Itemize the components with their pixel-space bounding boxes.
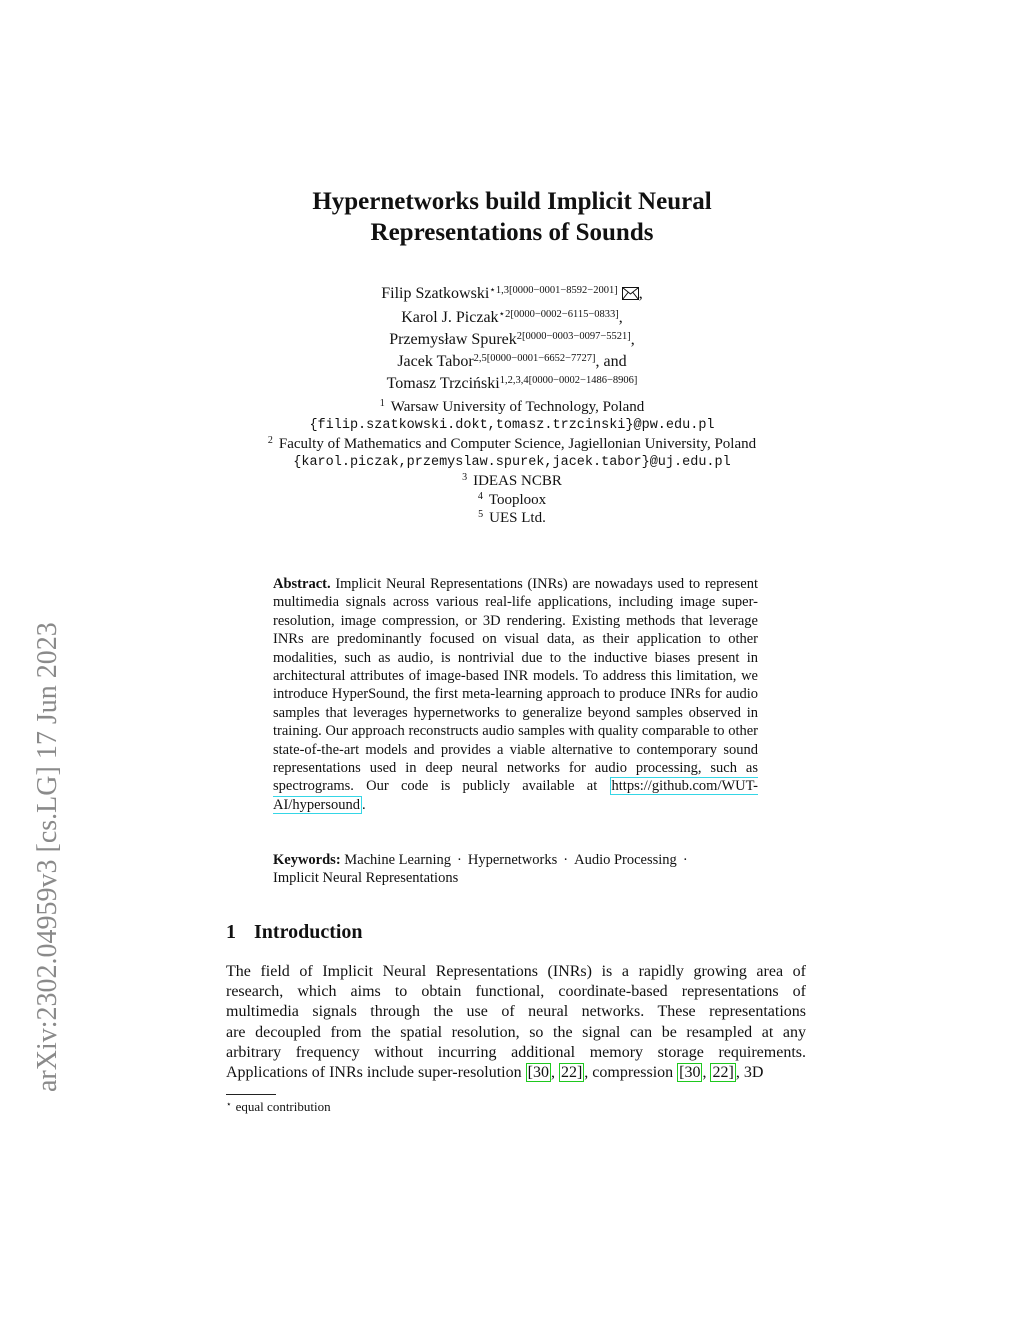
section-heading — [226, 920, 363, 944]
affiliation-name: Faculty of Mathematics and Computer Science, Jagiellonian University, Poland — [278, 436, 757, 452]
citation-number: 30 — [532, 1064, 549, 1082]
affiliation-number: 4 — [477, 490, 483, 502]
author-suffix: , — [638, 285, 643, 302]
author-affil-orcid: ⋆2[0000−0002−6115−0833] — [498, 309, 619, 320]
citation-number: 22 — [560, 1064, 577, 1082]
abstract-text: Implicit Neural Representations (INRs) are nowadays used to represent multimedia signals across various real-life applications, including image super-resolution, image compression, or 3D rendering. Existing methods that leverage INRs are predominantly focused on visual data, as their application to other modalities, such as audio, is nontrivial due to the inductive biases present in architectural attributes of image-based INR models. To address this limitation, we introduce HyperSound, the first meta-learning approach to produce INRs for audio samples that leverages hypernetworks to generalize beyond samples observed in training. Our approach reconstructs audio samples with quality comparable to other state-of-the-art models and provides a viable alternative to contemporary sound representations used in deep neural networks for audio processing, such as spectrograms. Our code is publicly available at — [273, 576, 758, 795]
footnote-text: equal contribution — [235, 1099, 331, 1114]
affiliation-4 — [0, 491, 1024, 510]
author-affil-orcid: 2,5[0000−0001−6652−7727] — [473, 353, 596, 364]
paper-title — [0, 186, 1024, 248]
intro-line: arbitrary frequency without incurring additional memory storage requirements. — [226, 1043, 806, 1061]
intro-line: multimedia signals through the use of neural networks. These representations — [226, 1003, 806, 1021]
intro-line: The field of Implicit Neural Representations (INRs) is a rapidly growing area of — [226, 963, 806, 980]
footnote-mark: ⋆ — [226, 1099, 232, 1109]
arxiv-identifier-stamp: arXiv:2302.04959v3 [cs.LG] 17 Jun 2023 — [32, 622, 63, 1092]
author-1 — [0, 283, 1024, 307]
affiliation-1 — [0, 398, 1024, 417]
keywords-label: Keywords: — [273, 852, 341, 868]
author-name: Karol J. Piczak — [401, 309, 499, 326]
abstract-end: . — [362, 796, 366, 813]
title-line-2: Representations of Sounds — [370, 219, 654, 246]
author-4 — [0, 351, 1024, 373]
affiliation-number: 3 — [462, 472, 468, 483]
author-name: Filip Szatkowski — [381, 285, 490, 302]
citation-link[interactable]: [30 — [679, 1064, 701, 1082]
citation-number: 30 — [684, 1064, 701, 1082]
keyword: Audio Processing — [574, 852, 677, 868]
author-5 — [0, 373, 1024, 395]
keywords — [273, 851, 758, 888]
abstract-label: Abstract. — [273, 576, 331, 592]
title-line-1: Hypernetworks build Implicit Neural — [312, 188, 712, 215]
affiliation-number: 1 — [379, 398, 385, 409]
affiliation-2-email[interactable]: {karol.piczak,przemyslaw.spurek,jacek.tabor}@uj.edu.pl — [293, 454, 731, 470]
keyword-separator: · — [682, 852, 688, 868]
author-affil-orcid: 2[0000−0003−0097−5521] — [516, 331, 631, 342]
affiliation-number: 2 — [267, 435, 273, 446]
intro-text: Applications of INRs include super-resolution — [226, 1064, 526, 1082]
intro-line-with-citations: Applications of INRs include super-resolution [30 , 22] , compression [30 , 22] , 3D — [226, 1064, 764, 1082]
keyword: Hypernetworks — [467, 852, 558, 868]
affiliation-name: Warsaw University of Technology, Poland — [390, 399, 645, 415]
code-repository-link[interactable]: https://github.com/WUT-AI/hypersound — [273, 778, 759, 813]
author-suffix: , and — [595, 353, 627, 370]
intro-line: research, which aims to obtain functional, coordinate-based representations of — [226, 983, 806, 1001]
author-affil-orcid: 1,2,3,4[0000−0002−1486−8906] — [499, 375, 638, 386]
introduction-paragraph — [226, 962, 806, 1083]
keyword-separator: · — [563, 852, 569, 868]
keyword: Implicit Neural Representations — [273, 870, 459, 887]
section-number: 1 — [226, 921, 236, 943]
author-2 — [0, 307, 1024, 329]
author-3 — [0, 329, 1024, 351]
intro-text: , 3D — [735, 1064, 764, 1082]
affiliation-1-email[interactable]: {filip.szatkowski.dokt,tomasz.trzcinski}@pw.edu.pl — [309, 417, 715, 433]
keyword: Machine Learning — [344, 852, 451, 868]
footnote — [226, 1096, 331, 1115]
affiliation-name: IDEAS NCBR — [473, 473, 562, 489]
intro-line: are decoupled from the spatial resolution, so the signal can be resampled at any — [226, 1023, 806, 1041]
author-name: Przemysław Spurek — [389, 331, 517, 348]
affiliation-3 — [0, 472, 1024, 491]
envelope-icon[interactable] — [622, 285, 639, 307]
abstract — [273, 575, 758, 814]
affiliation-2 — [0, 435, 1024, 454]
citation-number: 22 — [712, 1064, 729, 1082]
citation-link[interactable]: 22] — [712, 1064, 734, 1082]
author-name: Jacek Tabor — [397, 353, 474, 370]
author-affil-orcid: ⋆1,3[0000−0001−8592−2001] — [489, 285, 618, 296]
author-suffix: , — [630, 331, 635, 348]
affiliation-list — [0, 398, 1024, 528]
affiliation-name: UES Ltd. — [489, 510, 546, 526]
intro-text: , compression — [584, 1064, 678, 1082]
footnote-rule — [226, 1094, 276, 1095]
author-list — [0, 283, 1024, 395]
author-name: Tomasz Trzciński — [386, 375, 500, 392]
citation-link[interactable]: [30 — [527, 1064, 549, 1082]
affiliation-number: 5 — [478, 509, 484, 520]
author-suffix: , — [618, 309, 623, 326]
affiliation-name: Tooploox — [488, 491, 547, 508]
citation-link[interactable]: 22] — [560, 1064, 583, 1082]
keyword-separator: · — [457, 852, 462, 868]
section-title: Introduction — [254, 921, 363, 943]
affiliation-5 — [0, 509, 1024, 528]
